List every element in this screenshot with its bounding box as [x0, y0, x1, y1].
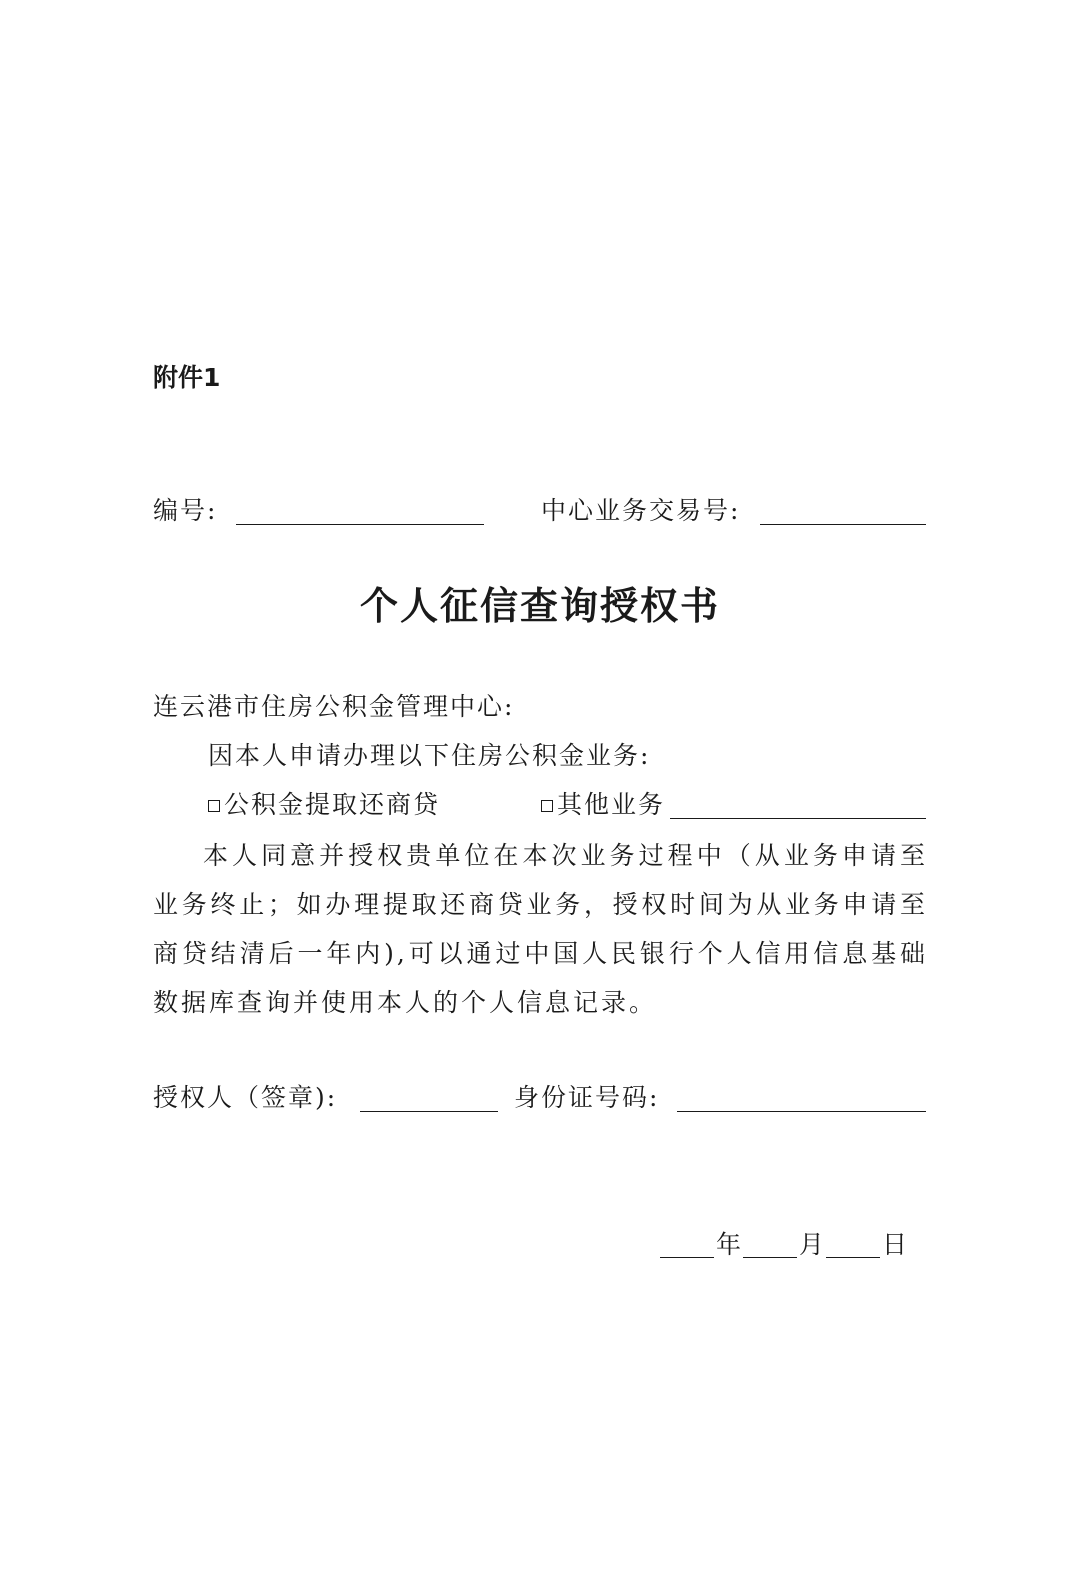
checkbox-icon[interactable] [208, 800, 220, 812]
document-title: 个人征信查询授权书 [359, 583, 720, 628]
option-other-business[interactable] [541, 787, 665, 823]
id-number-label: 身份证号码: [514, 1083, 660, 1112]
checkbox-icon[interactable] [541, 800, 553, 812]
center-transaction-number-label: 中心业务交易号: [541, 496, 741, 525]
serial-number-label: 编号: [153, 496, 218, 525]
authorizer-label: 授权人（签章): [153, 1083, 338, 1112]
option-loan-repayment-label: 公积金提取还商贷 [224, 790, 441, 819]
year-field[interactable] [660, 1257, 714, 1258]
serial-number-field[interactable] [236, 524, 484, 525]
day-label: 日 [882, 1230, 910, 1259]
center-transaction-number-field[interactable] [760, 524, 926, 525]
authorizer-signature-field[interactable] [360, 1111, 498, 1112]
option-loan-repayment[interactable] [208, 787, 440, 823]
month-label: 月 [799, 1230, 827, 1259]
id-number-field[interactable] [677, 1111, 926, 1112]
intro-text: 因本人申请办理以下住房公积金业务: [208, 741, 651, 770]
attachment-label: 附件1 [153, 363, 221, 392]
year-label: 年 [716, 1230, 744, 1259]
addressee: 连云港市住房公积金管理中心: [153, 692, 515, 721]
month-field[interactable] [743, 1257, 797, 1258]
option-other-business-label: 其他业务 [557, 790, 666, 819]
consent-paragraph: 本人同意并授权贵单位在本次业务过程中（从业务申请至业务终止；如办理提取还商贷业务，授权时间为从业务申请至商贷结清后一年内),可以通过中国人民银行个人信用信息基础数据库查询并使用本人的个人信息记录。 [153, 841, 928, 1017]
day-field[interactable] [826, 1257, 880, 1258]
other-business-field[interactable] [670, 818, 926, 819]
